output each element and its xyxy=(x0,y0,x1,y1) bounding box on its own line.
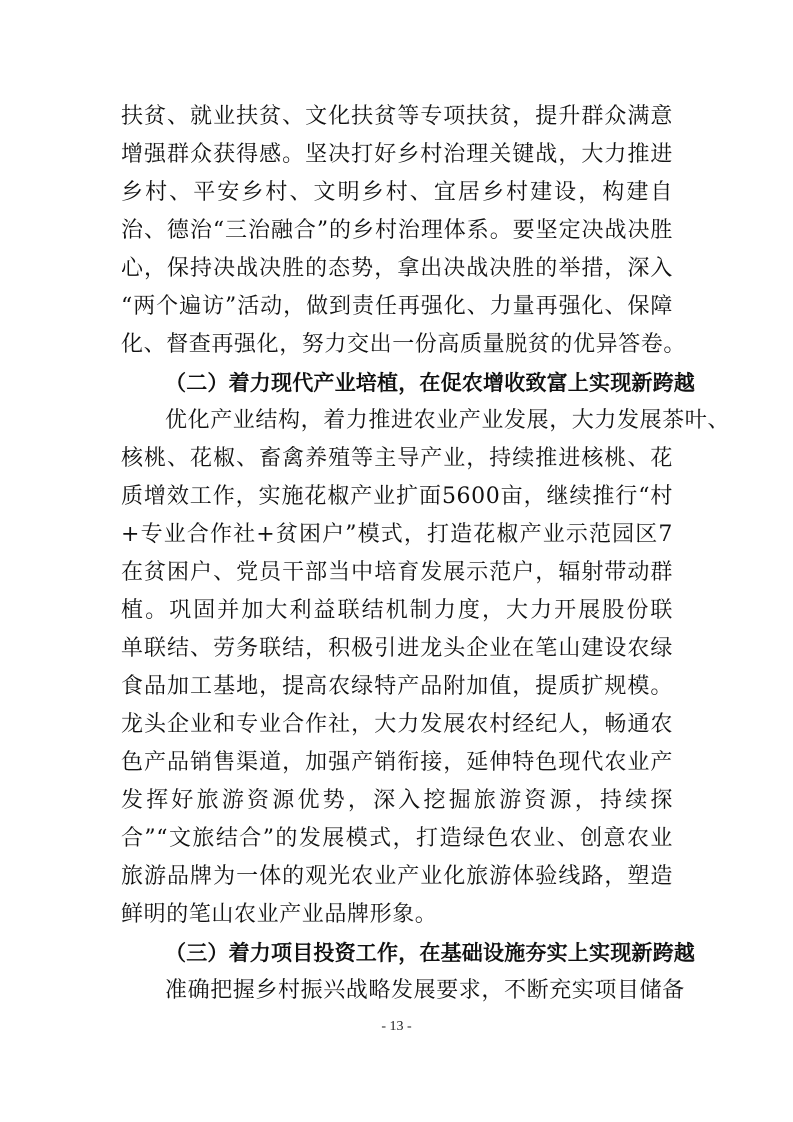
text-line: 合”“文旅结合”的发展模式，打造绿色农业、创意农业 xyxy=(121,826,673,851)
page-number: - 13 - xyxy=(381,1019,412,1034)
text-line: 植。巩固并加大利益联结机制力度，大力开展股份联 xyxy=(121,598,673,623)
text-line: 单联结、劳务联结，积极引进龙头企业在笔山建设农绿 xyxy=(121,636,673,661)
text-line: 龙头企业和专业合作社，大力发展农村经纪人，畅通农 xyxy=(121,712,673,737)
text-line: “两个遍访”活动，做到责任再强化、力量再强化、保障 xyxy=(121,294,673,319)
section-heading: （三）着力项目投资工作，在基础设施夯实上实现新跨越 xyxy=(165,941,695,965)
text-line: 食品加工基地，提高农绿特产品附加值，提质扩规模。 xyxy=(121,674,673,699)
text-line: 扶贫、就业扶贫、文化扶贫等专项扶贫，提升群众满意 xyxy=(121,104,673,129)
text-line: 治、德治“三治融合”的乡村治理体系。要坚定决战决胜 xyxy=(121,218,673,243)
paragraph-first-line: 准确把握乡村振兴战略发展要求，不断充实项目储备 xyxy=(165,978,685,1003)
paragraph-first-line: 优化产业结构，着力推进农业产业发展，大力发展茶叶、 xyxy=(165,408,731,433)
text-line: 在贫困户、党员干部当中培育发展示范户，辐射带动群 xyxy=(121,560,673,585)
body-text xyxy=(121,98,731,1010)
text-line: 发挥好旅游资源优势，深入挖掘旅游资源，持续探 xyxy=(121,788,673,813)
text-line: 增强群众获得感。坚决打好乡村治理关键战，大力推进 xyxy=(121,142,673,167)
text-line: 心，保持决战决胜的态势，拿出决战决胜的举措，深入 xyxy=(121,256,673,281)
text-line: 质增效工作，实施花椒产业扩面5600亩，继续推行“村 xyxy=(121,484,673,509)
text-line: 乡村、平安乡村、文明乡村、宜居乡村建设，构建自 xyxy=(121,180,673,205)
text-line: 化、督查再强化，努力交出一份高质量脱贫的优异答卷。 xyxy=(121,332,687,357)
text-line: 旅游品牌为一体的观光农业产业化旅游体验线路，塑造 xyxy=(121,864,673,889)
section-heading: （二）着力现代产业培植，在促农增收致富上实现新跨越 xyxy=(165,371,695,395)
text-line: +专业合作社+贫困户”模式，打造花椒产业示范园区7 xyxy=(121,522,673,547)
text-line: 核桃、花椒、畜禽养殖等主导产业，持续推进核桃、花 xyxy=(121,446,673,471)
text-line: 色产品销售渠道，加强产销衔接，延伸特色现代农业产 xyxy=(121,750,673,775)
text-line: 鲜明的笔山农业产业品牌形象。 xyxy=(121,902,438,927)
